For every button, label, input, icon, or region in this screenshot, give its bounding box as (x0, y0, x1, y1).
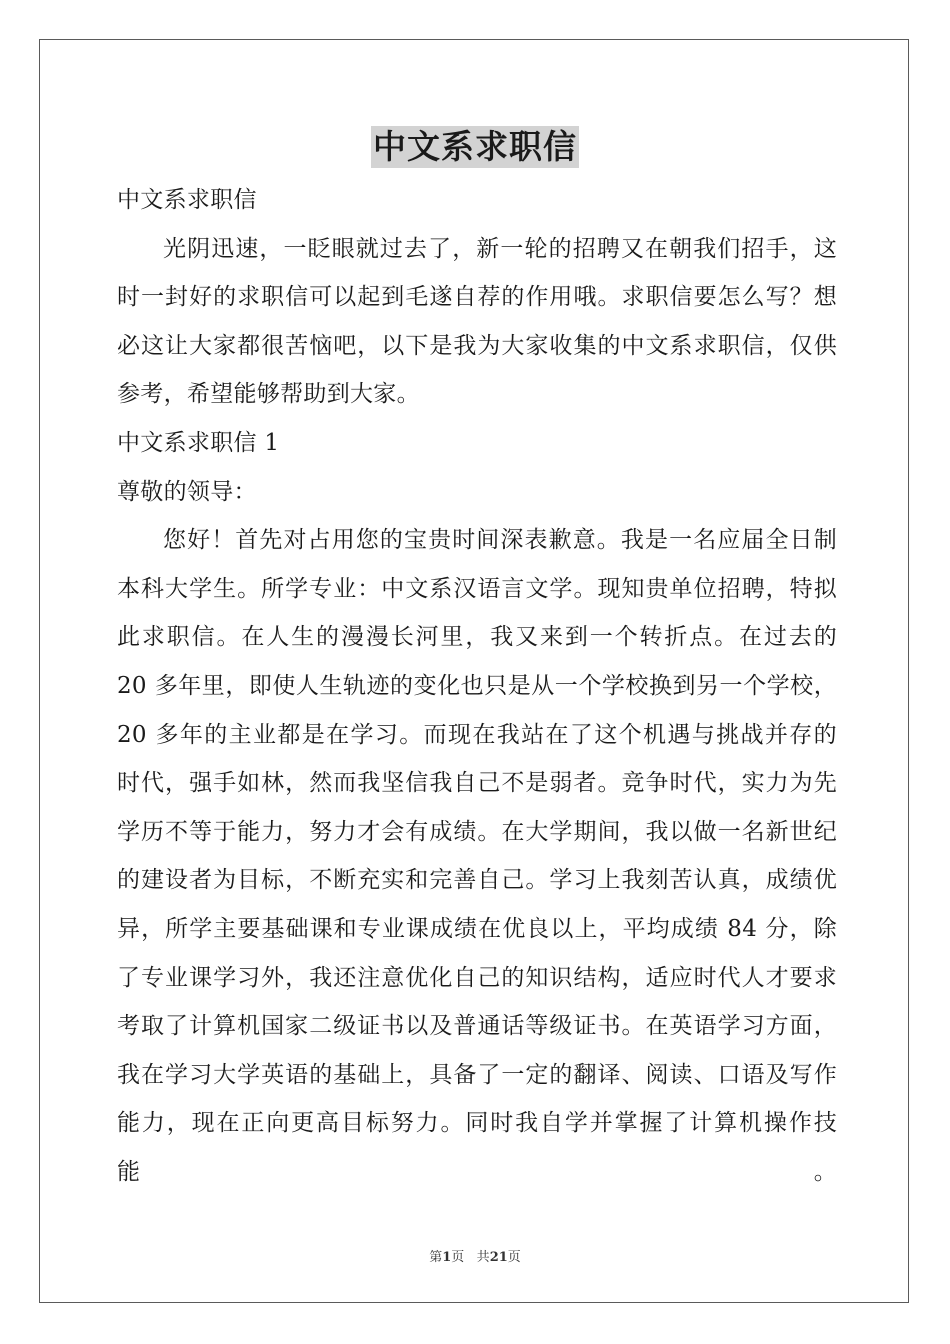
title-container (0, 126, 950, 168)
paragraph-line: 此求职信。在人生的漫漫长河里，我又来到一个转折点。在过去的 (117, 624, 837, 651)
paragraph-line: 的建设者为目标，不断充实和完善自己。学习上我刻苦认真，成绩优 (117, 867, 837, 894)
document-body (117, 176, 837, 1185)
paragraph-line: 异，所学主要基础课和专业课成绩在优良以上，平均成绩 84 分，除 (117, 915, 837, 942)
total-prefix: 共 (476, 1250, 490, 1265)
page-footer (0, 1246, 950, 1265)
paragraph-line: 我在学习大学英语的基础上，具备了一定的翻译、阅读、口语及写作 (117, 1061, 837, 1088)
section-heading: 中文系求职信 1 (117, 429, 280, 456)
paragraph-line: 必这让大家都很苦恼吧，以下是我为大家收集的中文系求职信，仅供 (117, 332, 837, 359)
page-suffix: 页 (451, 1250, 465, 1265)
paragraph-line: 本科大学生。所学专业：中文系汉语言文学。现知贵单位招聘，特拟 (117, 575, 837, 602)
total-suffix: 页 (507, 1250, 521, 1265)
paragraph-line: 学历不等于能力，努力才会有成绩。在大学期间，我以做一名新世纪 (117, 818, 837, 845)
paragraph-line: 您好！首先对占用您的宝贵时间深表歉意。我是一名应届全日制 (163, 527, 837, 554)
document-title: 中文系求职信 (373, 127, 577, 166)
paragraph-line: 20 多年的主业都是在学习。而现在我站在了这个机遇与挑战并存的 (117, 721, 837, 748)
total-pages: 21 (489, 1250, 508, 1265)
salutation: 尊敬的领导： (117, 478, 257, 505)
paragraph-line: 了专业课学习外，我还注意优化自己的知识结构，适应时代人才要求 (117, 964, 837, 991)
paragraph-line: 参考，希望能够帮助到大家。 (117, 381, 420, 408)
paragraph-line: 光阴迅速，一眨眼就过去了，新一轮的招聘又在朝我们招手，这 (163, 235, 837, 262)
page-prefix: 第 (429, 1250, 443, 1265)
paragraph-line: 能力，现在正向更高目标努力。同时我自学并掌握了计算机操作技能。 (117, 1110, 837, 1185)
paragraph-line: 时代，强手如林，然而我坚信我自己不是弱者。竞争时代，实力为先 (117, 770, 837, 797)
paragraph-line: 考取了计算机国家二级证书以及普通话等级证书。在英语学习方面， (117, 1013, 837, 1040)
paragraph-line: 20 多年里，即使人生轨迹的变化也只是从一个学校换到另一个学校， (117, 672, 837, 699)
paragraph-line: 时一封好的求职信可以起到毛遂自荐的作用哦。求职信要怎么写？想 (117, 284, 837, 311)
subtitle-line: 中文系求职信 (117, 187, 257, 213)
page-number: 1 (442, 1250, 452, 1265)
